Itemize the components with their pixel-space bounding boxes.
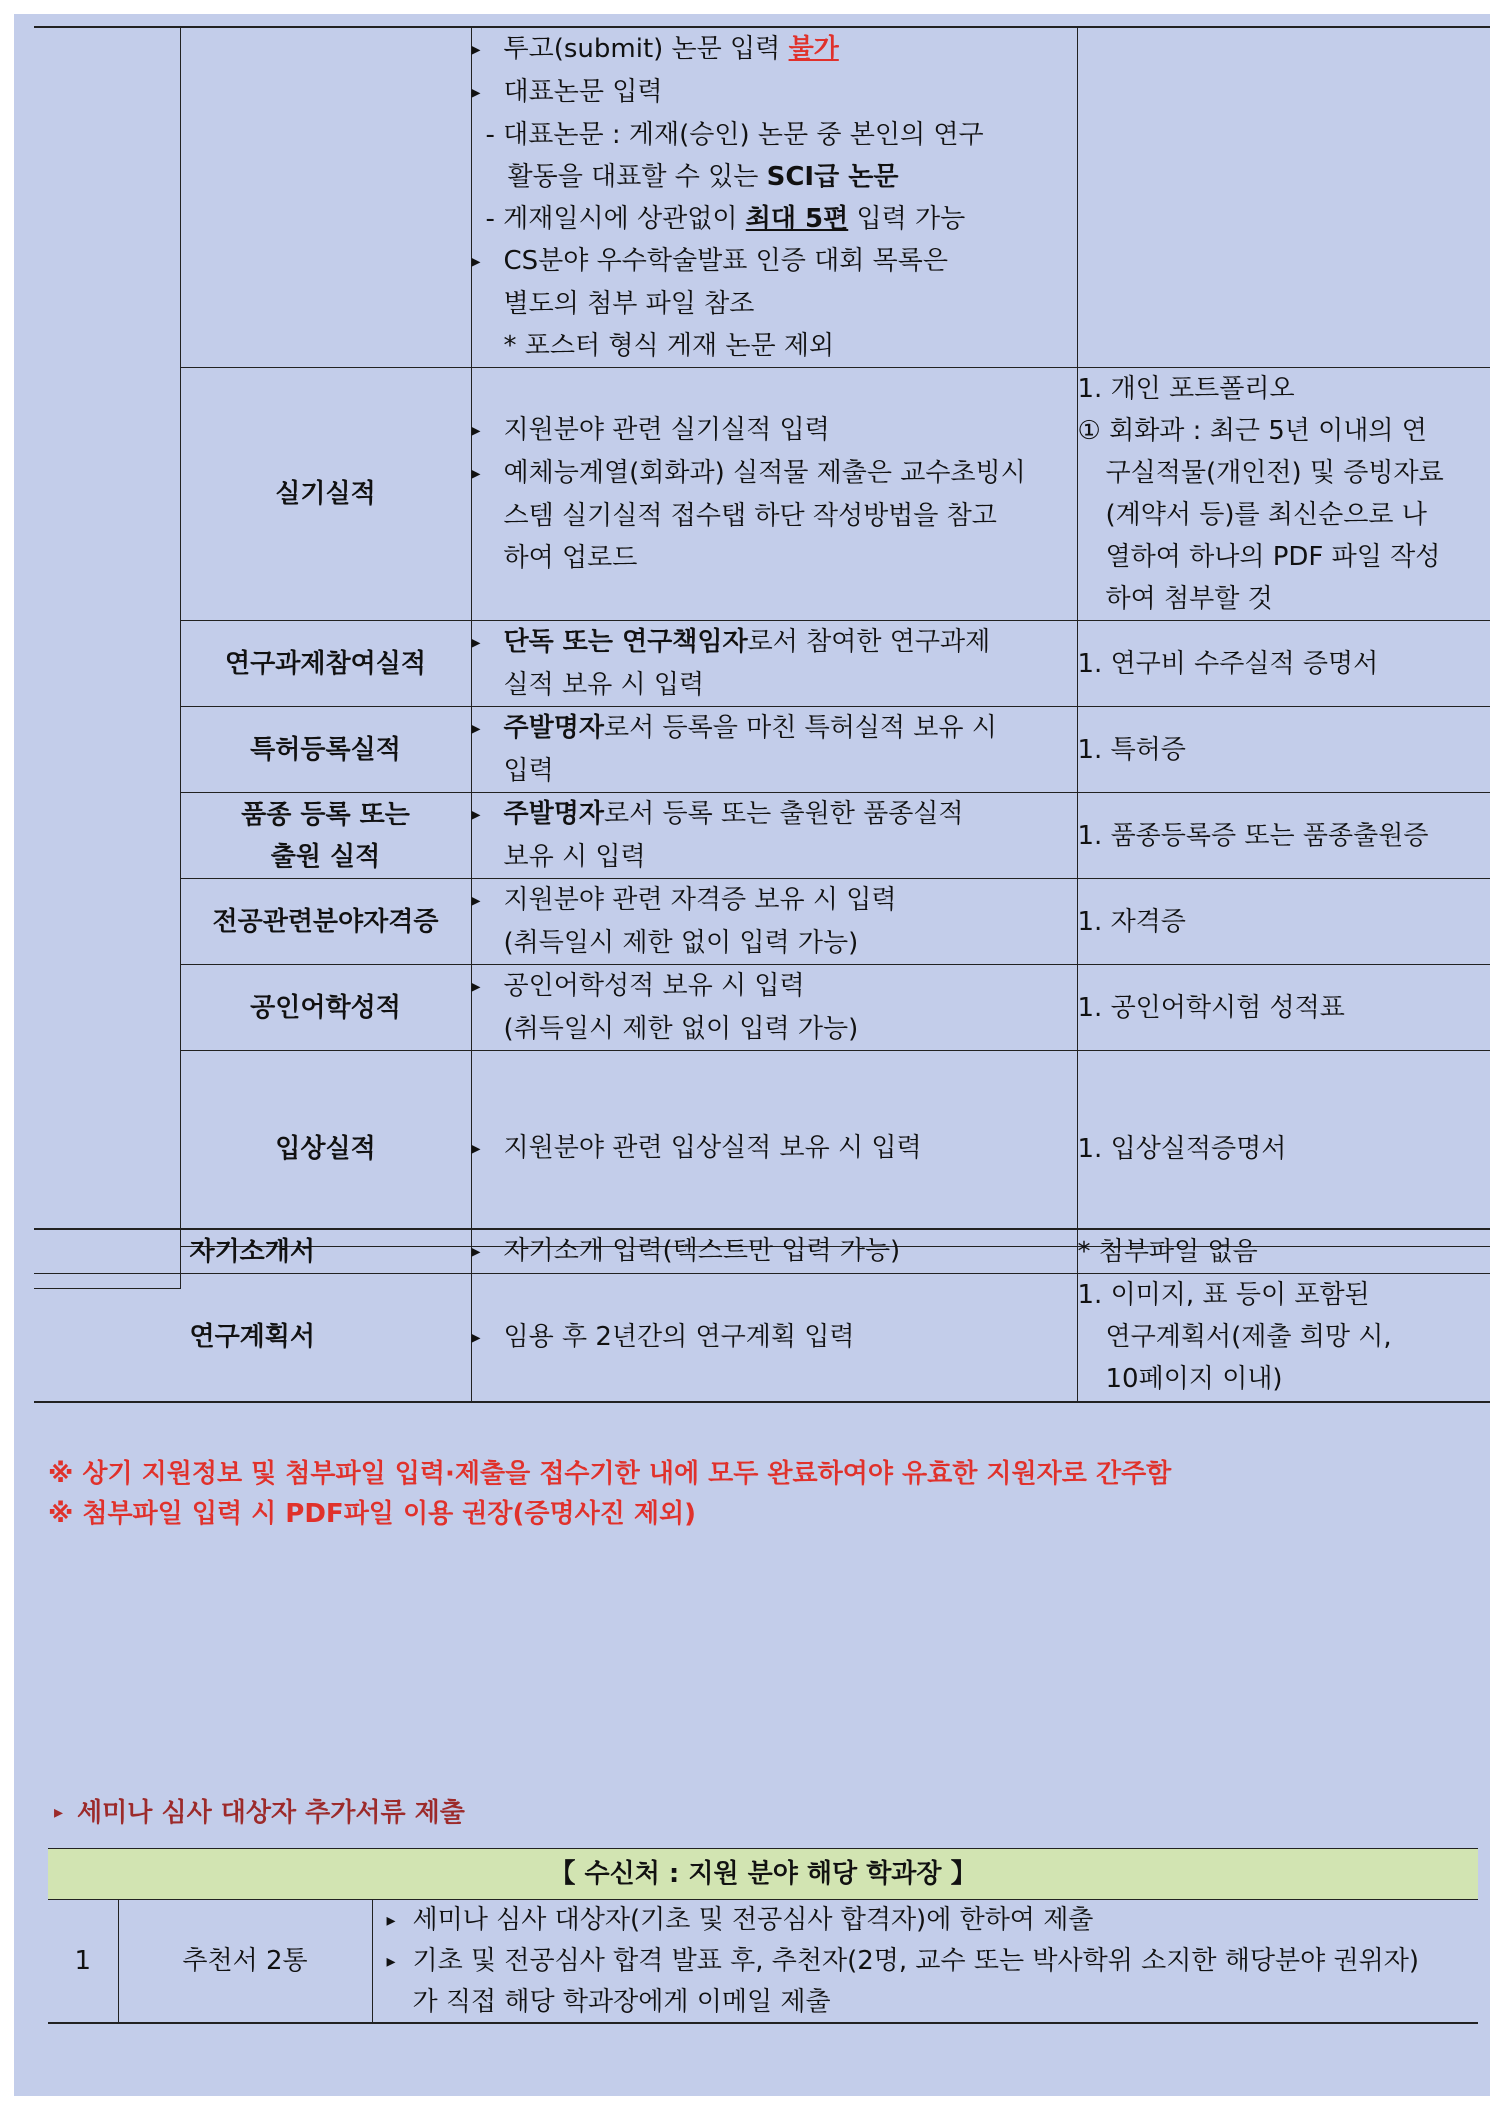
research-desc xyxy=(471,621,1077,707)
application-items-table-lower xyxy=(34,1228,1490,1403)
language-desc-line: ▸ 공인어학성적 보유 시 입력 xyxy=(472,965,1077,1008)
plan-docs xyxy=(1077,1274,1490,1402)
plan-doc-line: 연구계획서(제출 희망 시, xyxy=(1105,1322,1392,1353)
intro-label: 자기소개서 xyxy=(34,1229,471,1274)
seminar-table-header xyxy=(48,1849,1478,1900)
papers-desc-line: ▸ 대표논문 입력 xyxy=(472,71,1077,114)
main-inventor-text: 주발명자 xyxy=(503,713,604,743)
practical-desc-line: ▸ 지원분야 관련 실기실적 입력 xyxy=(472,409,1077,452)
papers-desc xyxy=(471,27,1077,368)
max-five-text: 최대 5편 xyxy=(745,204,849,234)
main-inventor-text: 주발명자 xyxy=(503,799,604,829)
practical-desc-line: ▸ 예체능계열(회화과) 실적물 제출은 교수초빙시 xyxy=(472,452,1077,495)
research-desc-line: 로서 참여한 연구과제 xyxy=(747,627,991,657)
row-plan xyxy=(34,1274,1490,1402)
license-label: 전공관련분야자격증 xyxy=(180,879,471,965)
seminar-desc-line: ▸ 기초 및 전공심사 합격 발표 후, 추천자(2명, 교수 또는 박사학위 소지한 해당분야 권위자) xyxy=(387,1941,1479,1982)
practical-doc-line: ① 회화과 : 최근 5년 이내의 연 xyxy=(1077,416,1427,446)
intro-desc-line: ▸ 자기소개 입력(텍스트만 입력 가능) xyxy=(472,1230,1077,1273)
award-label: 입상실적 xyxy=(180,1051,471,1247)
award-doc: 1. 입상실적증명서 xyxy=(1077,1051,1490,1247)
license-desc-line: (취득일시 제한 없이 입력 가능) xyxy=(503,928,859,958)
language-label: 공인어학성적 xyxy=(180,965,471,1051)
seminar-desc xyxy=(372,1900,1478,2024)
variety-label-line: 출원 실적 xyxy=(270,841,381,872)
variety-label xyxy=(180,793,471,879)
sole-or-pi-text: 단독 또는 연구책임자 xyxy=(503,627,748,657)
plan-doc-line: 1. 이미지, 표 등이 포함된 xyxy=(1077,1280,1370,1311)
variety-doc: 1. 품종등록증 또는 품종출원증 xyxy=(1077,793,1490,879)
row-license xyxy=(34,879,1490,965)
seminar-table-row xyxy=(48,1900,1478,2024)
language-desc-line: (취득일시 제한 없이 입력 가능) xyxy=(503,1014,859,1044)
plan-label: 연구계획서 xyxy=(34,1274,471,1402)
license-desc-line: ▸ 지원분야 관련 자격증 보유 시 입력 xyxy=(472,879,1077,922)
patent-desc-line: 로서 등록을 마친 특허실적 보유 시 xyxy=(603,713,997,743)
papers-desc-line: 별도의 첨부 파일 참조 xyxy=(503,289,755,319)
practical-docs xyxy=(1077,368,1490,621)
papers-desc-line: ▸ CS분야 우수학술발표 인증 대회 목록은 xyxy=(472,240,1077,283)
row-number: 1 xyxy=(48,1900,118,2024)
practical-doc-line: 1. 개인 포트폴리오 xyxy=(1077,374,1295,404)
variety-desc-line: 로서 등록 또는 출원한 품종실적 xyxy=(603,799,964,829)
application-items-table xyxy=(34,26,1490,1289)
recipient-header: 【 수신처 : 지원 분야 해당 학과장 】 xyxy=(48,1849,1478,1900)
papers-desc-line: 입력 가능 xyxy=(848,204,966,234)
row-papers xyxy=(34,27,1490,368)
research-doc: 1. 연구비 수주실적 증명서 xyxy=(1077,621,1490,707)
row-practical xyxy=(34,368,1490,621)
document-name: 추천서 2통 xyxy=(118,1900,372,2024)
seminar-desc-line: ▸ 세미나 심사 대상자(기초 및 전공심사 합격자)에 한하여 제출 xyxy=(387,1900,1479,1941)
patent-desc xyxy=(471,707,1077,793)
practical-label: 실기실적 xyxy=(180,368,471,621)
practical-doc-line: 하여 첨부할 것 xyxy=(1105,584,1273,614)
research-desc-line: 실적 보유 시 입력 xyxy=(503,670,705,700)
language-doc: 1. 공인어학시험 성적표 xyxy=(1077,965,1490,1051)
row-research xyxy=(34,621,1490,707)
license-desc xyxy=(471,879,1077,965)
award-desc-line: ▸ 지원분야 관련 입상실적 보유 시 입력 xyxy=(472,1127,1077,1170)
seminar-desc-line: 가 직접 해당 학과장에게 이메일 제출 xyxy=(412,1987,831,2017)
practical-desc xyxy=(471,368,1077,621)
intro-desc xyxy=(471,1229,1077,1274)
notice-line: ※ 상기 지원정보 및 첨부파일 입력·제출을 접수기한 내에 모두 완료하여야 유효한 지원자로 간주함 xyxy=(48,1459,1172,1489)
triangle-bullet-icon: ▸ xyxy=(54,1802,64,1823)
papers-desc-line: * 포스터 형식 게재 논문 제외 xyxy=(503,331,835,361)
award-desc xyxy=(471,1051,1077,1247)
papers-desc-line: 투고(submit) 논문 입력 xyxy=(503,34,789,64)
row-intro xyxy=(34,1229,1490,1274)
papers-desc-line: - 게재일시에 상관없이 xyxy=(485,204,746,234)
variety-desc-line: 보유 시 입력 xyxy=(503,842,646,872)
seminar-section-title xyxy=(54,1792,465,1829)
plan-doc-line: 10페이지 이내) xyxy=(1105,1364,1283,1395)
notice-line: ※ 첨부파일 입력 시 PDF파일 이용 권장(증명사진 제외) xyxy=(48,1499,697,1529)
practical-doc-line: 구실적물(개인전) 및 증빙자료 xyxy=(1105,458,1444,488)
patent-label: 특허등록실적 xyxy=(180,707,471,793)
research-label: 연구과제참여실적 xyxy=(180,621,471,707)
variety-desc xyxy=(471,793,1077,879)
practical-doc-line: 열하여 하나의 PDF 파일 작성 xyxy=(1105,542,1441,572)
variety-label-line: 품종 등록 또는 xyxy=(241,799,410,830)
sci-paper-text: SCI급 논문 xyxy=(766,162,899,192)
papers-desc-line: - 대표논문 : 게재(승인) 논문 중 본인의 연구 xyxy=(485,120,984,150)
patent-desc-line: 입력 xyxy=(503,756,554,786)
seminar-title-text: 세미나 심사 대상자 추가서류 제출 xyxy=(77,1798,465,1828)
category-cell xyxy=(34,27,180,1289)
seminar-table xyxy=(48,1848,1478,2024)
license-doc: 1. 자격증 xyxy=(1077,879,1490,965)
notice-block xyxy=(48,1454,1171,1534)
plan-desc xyxy=(471,1274,1077,1402)
row-patent xyxy=(34,707,1490,793)
practical-desc-line: 스템 실기실적 접수탭 하단 작성방법을 참고 xyxy=(503,501,997,531)
papers-docs xyxy=(1077,27,1490,368)
row-variety xyxy=(34,793,1490,879)
papers-desc-line: 활동을 대표할 수 있는 xyxy=(507,162,767,192)
language-desc xyxy=(471,965,1077,1051)
row-award xyxy=(34,1051,1490,1247)
practical-desc-line: 하여 업로드 xyxy=(503,543,638,573)
intro-doc: * 첨부파일 없음 xyxy=(1077,1229,1490,1274)
practical-doc-line: (계약서 등)를 최신순으로 나 xyxy=(1105,500,1427,530)
row-language xyxy=(34,965,1490,1051)
plan-desc-line: ▸ 임용 후 2년간의 연구계획 입력 xyxy=(472,1316,1077,1359)
patent-doc: 1. 특허증 xyxy=(1077,707,1490,793)
papers-label-cell xyxy=(180,27,471,368)
not-allowed-text: 불가 xyxy=(788,34,839,64)
document-page xyxy=(14,14,1490,2096)
